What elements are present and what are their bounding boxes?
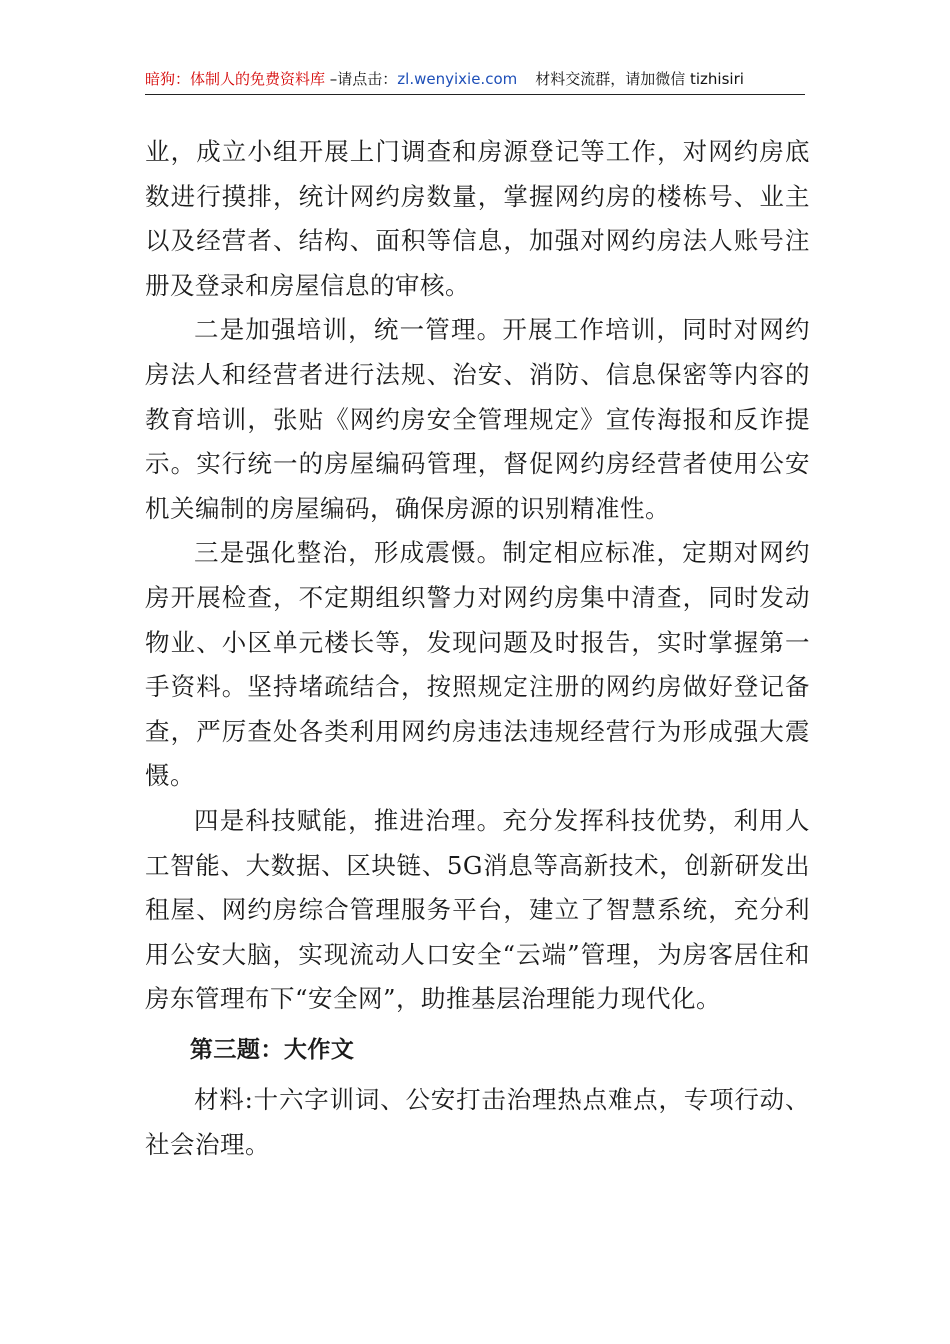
paragraph-material: 材料:十六字训词、公安打击治理热点难点，专项行动、社会治理。 <box>145 1085 810 1160</box>
paragraph-technology: 四是科技赋能，推进治理。充分发挥科技优势，利用人工智能、大数据、区块链、5G消息等高新技术，创新研发出租屋、网约房综合管理服务平台，建立了智慧系统，充分利用公安大脑，实现流动人口安全“云端”管理，为房客居住和房东管理布下“安全网”，助推基层治理能力现代化。 <box>145 805 810 1014</box>
document-body <box>145 130 810 1168</box>
header-group-text: 材料交流群，请加微信 tizhisiri <box>535 70 744 88</box>
paragraph-rectification: 三是强化整治，形成震慑。制定相应标准，定期对网约房开展检查，不定期组织警力对网约房集中清查，同时发动物业、小区单元楼长等，发现问题及时报告，实时掌握第一手资料。坚持堵疏结合，按照规定注册的网约房做好登记备查，严厉查处各类利用网约房违法违规经营行为形成强大震慑。 <box>145 538 810 791</box>
header-brand: 暗狗：体制人的免费资料库 <box>145 70 326 88</box>
paragraph-continuation: 业，成立小组开展上门调查和房源登记等工作，对网约房底数进行摸排，统计网约房数量，掌握网约房的楼栋号、业主以及经营者、结构、面积等信息，加强对网约房法人账号注册及登录和房屋信息的审核。 <box>145 137 810 300</box>
page-header <box>145 68 805 95</box>
header-url-link[interactable]: zl.wenyixie.com <box>397 70 518 88</box>
section-heading: 第三题：大作文 <box>189 1036 355 1063</box>
paragraph-training: 二是加强培训，统一管理。开展工作培训，同时对网约房法人和经营者进行法规、治安、消防、信息保密等内容的教育培训，张贴《网约房安全管理规定》宣传海报和反诈提示。实行统一的房屋编码管理，督促网约房经营者使用公安机关编制的房屋编码，确保房源的识别精准性。 <box>145 315 810 523</box>
header-click-prefix: –请点击： <box>325 70 398 88</box>
